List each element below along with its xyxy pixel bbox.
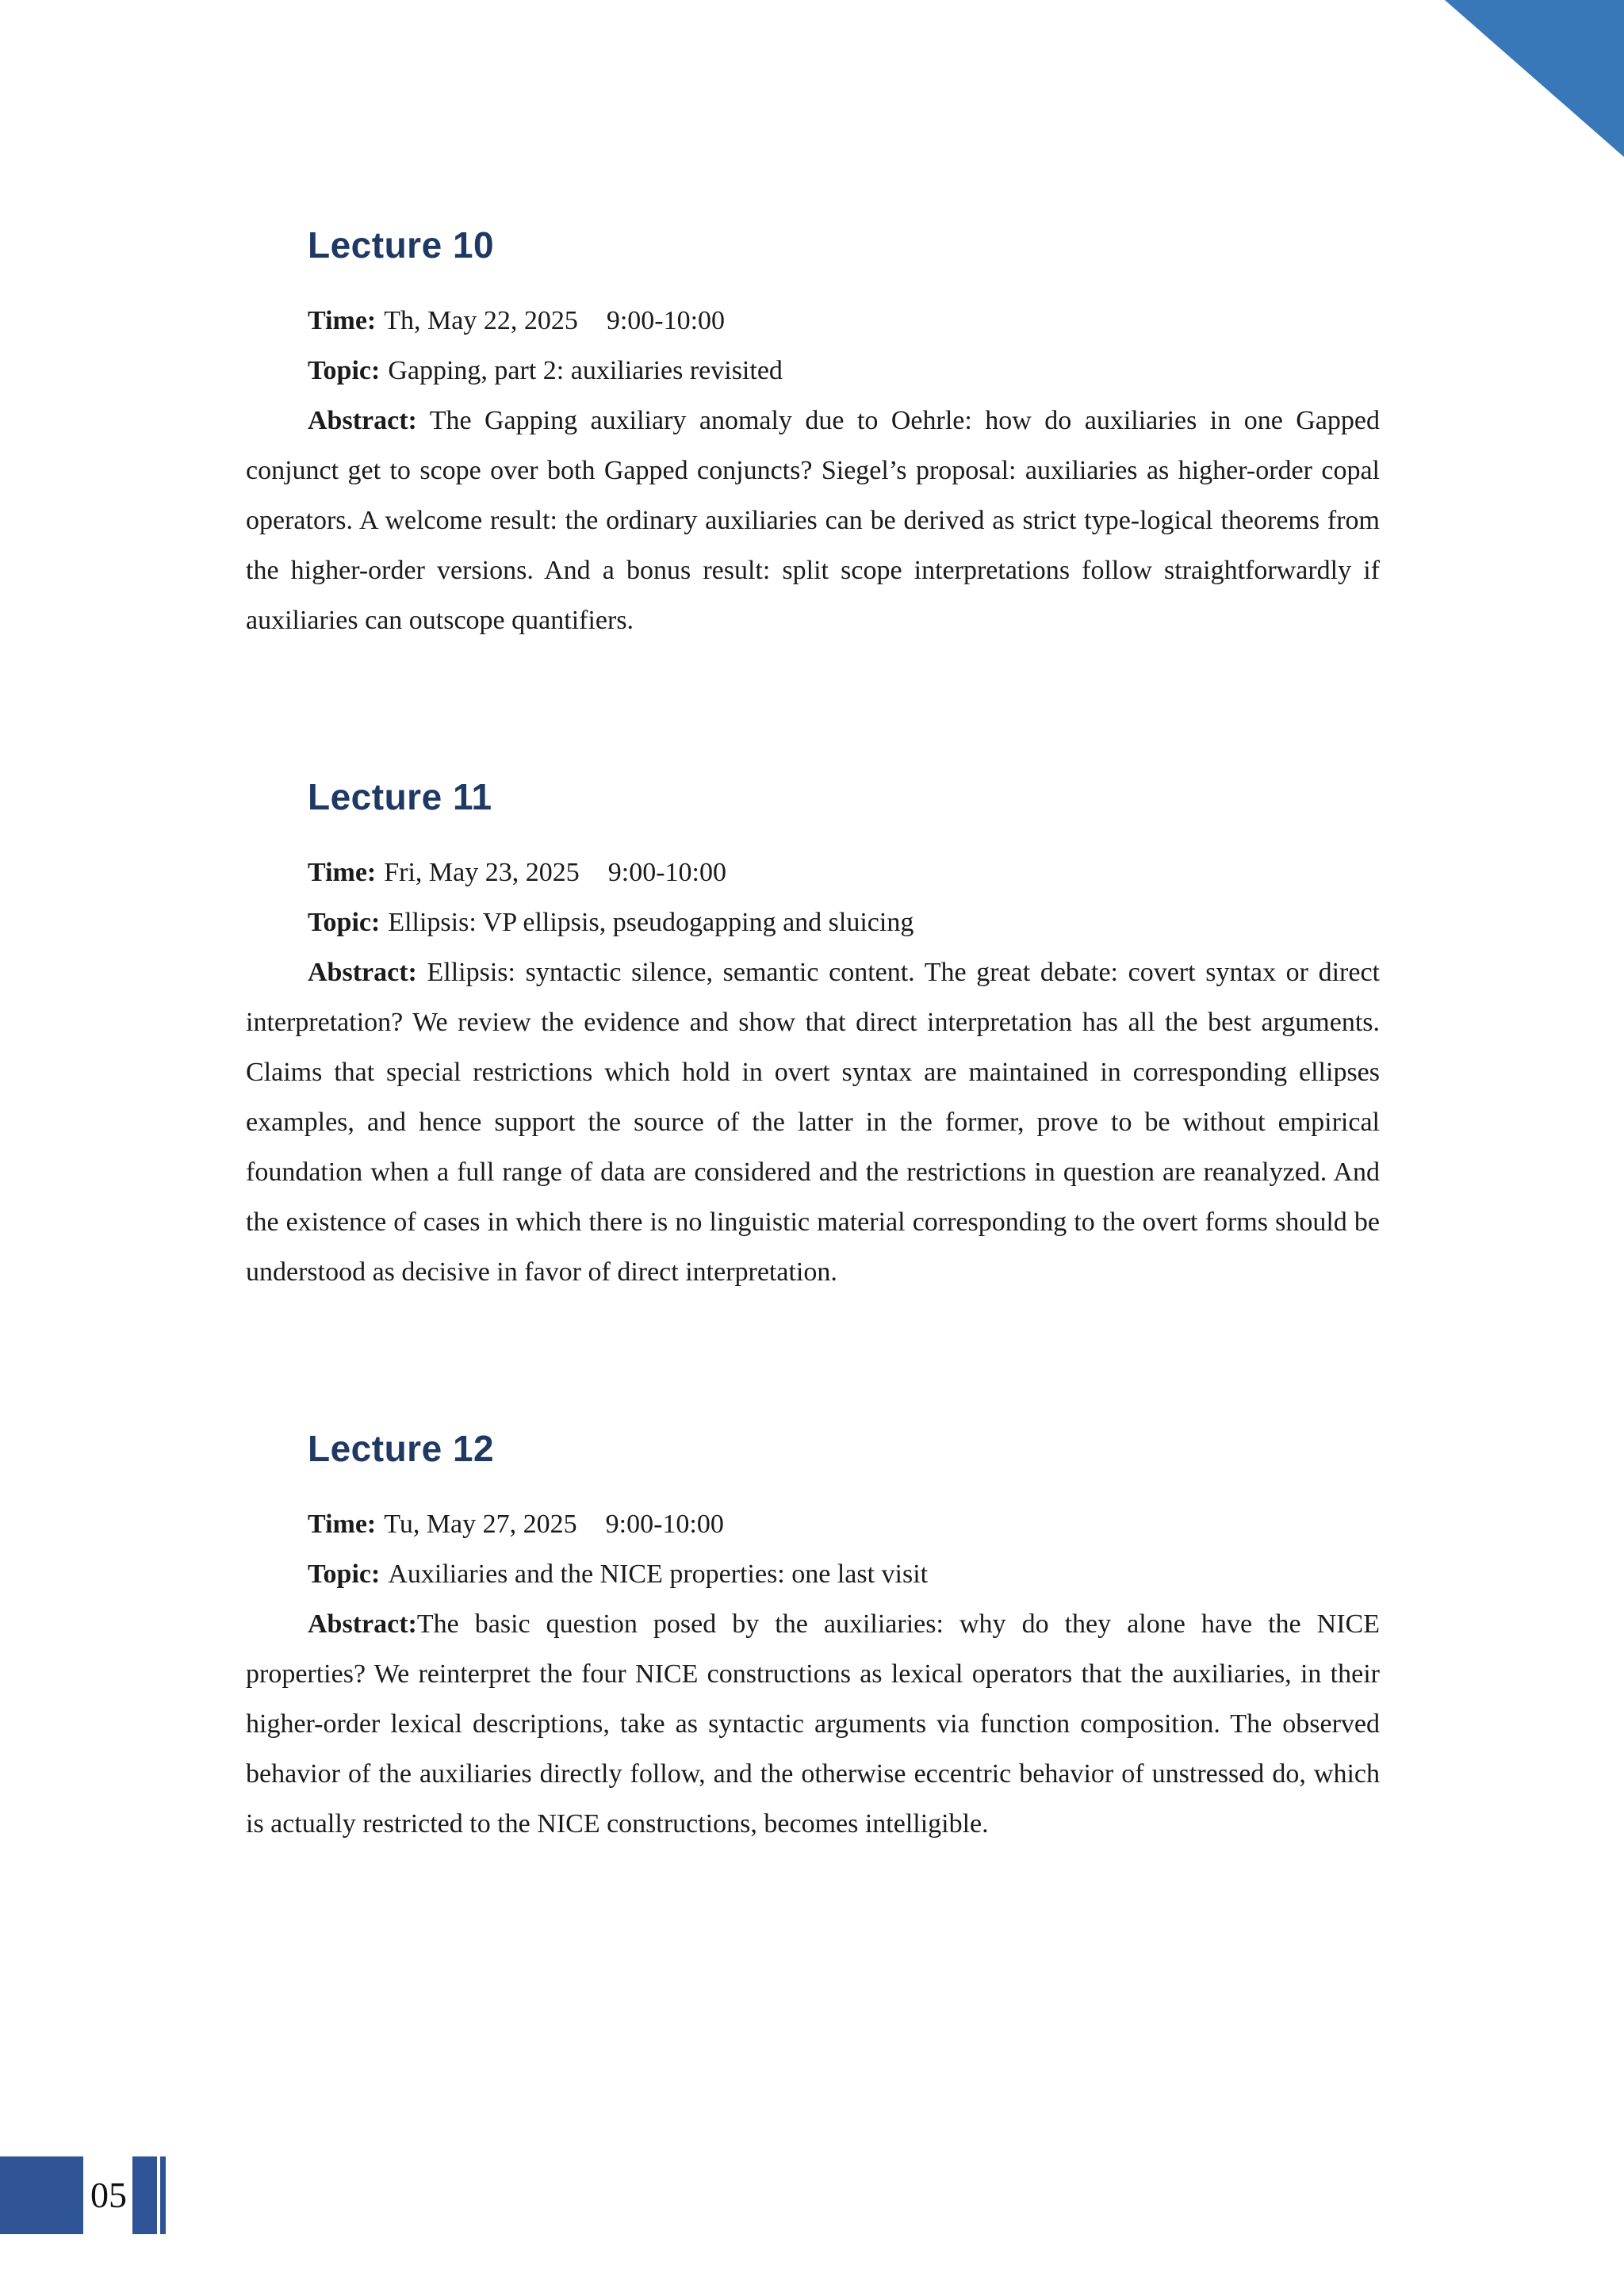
- lecture-title: Lecture 10: [308, 224, 495, 266]
- time-label: Time:: [308, 306, 377, 335]
- time-label: Time:: [308, 858, 377, 887]
- topic-text: Auxiliaries and the NICE properties: one last visit: [388, 1559, 929, 1589]
- page-number: 05: [90, 2175, 127, 2215]
- page-content: [246, 224, 1380, 1849]
- footer-block-decoration: [0, 2156, 83, 2234]
- lecture-section-10: [246, 224, 1380, 645]
- lecture-section-11: [246, 776, 1380, 1297]
- abstract-paragraph: [246, 947, 1380, 1297]
- lecture-title: Lecture 11: [308, 776, 492, 817]
- abstract-text: The Gapping auxiliary anomaly due to Oehrle: how do auxiliaries in one Gapped conjunct get to scope over both Gapped conjuncts? Siegel’s proposal: auxiliaries as higher-order copal operators. A welcome result: the ordinary auxiliaries can be derived as strict type-logical theorems from the higher-order versions. And a bonus result: split scope interpretations follow straightforwardly if auxiliaries can outscope quantifiers.: [246, 406, 1380, 635]
- topic-line: [246, 897, 1380, 947]
- lecture-title: Lecture 12: [308, 1428, 495, 1469]
- abstract-text: Ellipsis: syntactic silence, semantic content. The great debate: covert syntax or direct interpretation? We review the evidence and show that direct interpretation has all the best arguments. Claims that special restrictions which hold in overt syntax are maintained in corresponding ellipses examples, and hence support the source of the latter in the former, prove to be without empirical foundation when a full range of data are considered and the restrictions in question are reanalyzed. And the existence of cases in which there is no linguistic material corresponding to the overt forms should be understood as decisive in favor of direct interpretation.: [246, 958, 1380, 1287]
- time-date: Fri, May 23, 2025: [384, 858, 580, 887]
- topic-label: Topic:: [308, 908, 381, 937]
- page-footer: [0, 2156, 166, 2234]
- topic-line: [246, 346, 1380, 396]
- abstract-paragraph: [246, 396, 1380, 645]
- corner-triangle-decoration: [1445, 0, 1624, 157]
- time-date: Th, May 22, 2025: [384, 306, 578, 335]
- abstract-label: Abstract:: [308, 1609, 417, 1639]
- footer-bar-decoration: [132, 2156, 157, 2234]
- footer-thin-bar-decoration: [160, 2156, 166, 2234]
- topic-label: Topic:: [308, 1559, 381, 1589]
- time-line: [246, 848, 1380, 897]
- abstract-paragraph: [246, 1599, 1380, 1849]
- abstract-label: Abstract:: [308, 406, 417, 435]
- lecture-section-12: [246, 1428, 1380, 1849]
- topic-line: [246, 1549, 1380, 1599]
- time-range: 9:00-10:00: [606, 306, 726, 335]
- abstract-label: Abstract:: [308, 958, 417, 987]
- time-line: [246, 296, 1380, 346]
- topic-text: Ellipsis: VP ellipsis, pseudogapping and sluicing: [388, 908, 914, 937]
- topic-label: Topic:: [308, 356, 381, 385]
- time-line: [246, 1499, 1380, 1549]
- topic-text: Gapping, part 2: auxiliaries revisited: [388, 356, 783, 385]
- time-date: Tu, May 27, 2025: [384, 1510, 577, 1539]
- time-range: 9:00-10:00: [605, 1510, 724, 1539]
- abstract-text: The basic question posed by the auxiliaries: why do they alone have the NICE properties? We reinterpret the four NICE constructions as lexical operators that the auxiliaries, in their higher-order lexical descriptions, take as syntactic arguments via function composition. The observed behavior of the auxiliaries directly follow, and the otherwise eccentric behavior of unstressed do, which is actually restricted to the NICE constructions, becomes intelligible.: [246, 1609, 1380, 1839]
- time-range: 9:00-10:00: [607, 858, 726, 887]
- time-label: Time:: [308, 1510, 377, 1539]
